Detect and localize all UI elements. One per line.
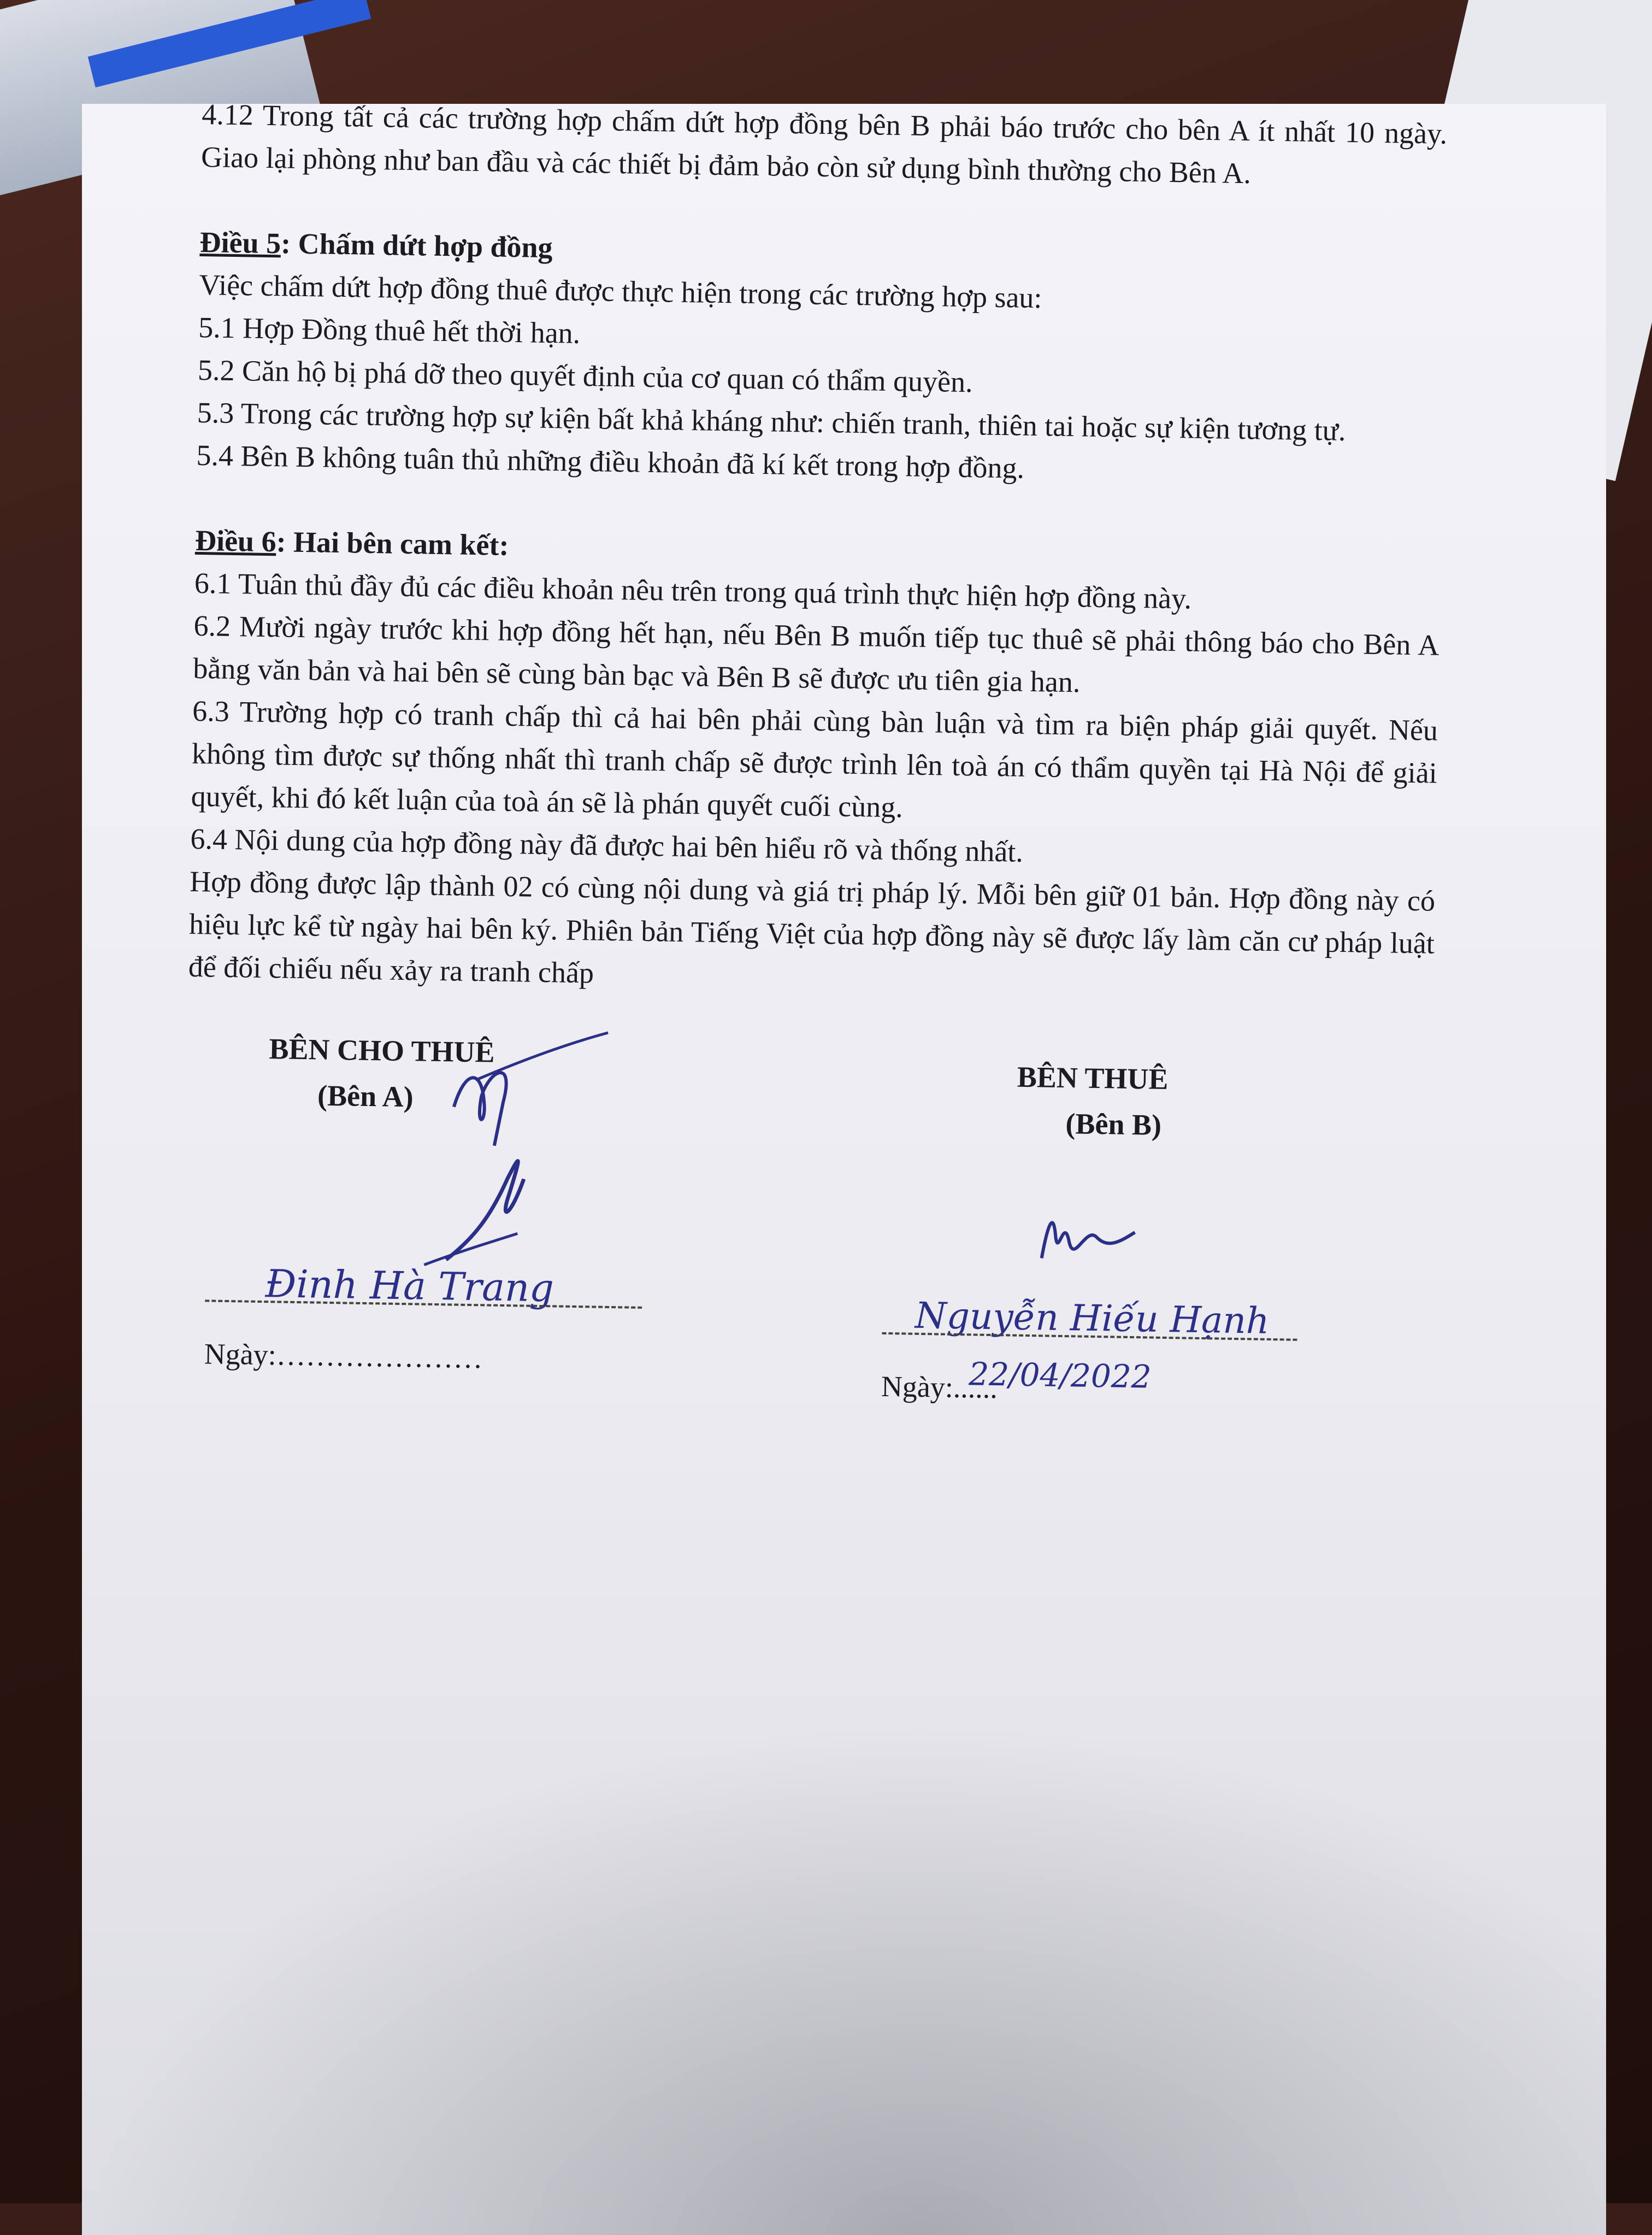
article-5-item: 5.3 Trong các trường hợp sự kiện bất khả kháng như: chiến tranh, thiên tai hoặc sự kiện tương tự. bbox=[197, 396, 1346, 447]
contract-text bbox=[181, 93, 1448, 1439]
party-b-title: BÊN THUÊ bbox=[1017, 1060, 1169, 1096]
article-5-item: 5.2 Căn hộ bị phá dỡ theo quyết định của cơ quan có thẩm quyền. bbox=[197, 353, 974, 399]
party-a-signature bbox=[440, 1036, 619, 1268]
photo-shadow bbox=[82, 1721, 1606, 2235]
article-6-title: : Hai bên cam kết: bbox=[276, 525, 509, 562]
party-a-subtitle: (Bên A) bbox=[317, 1079, 414, 1114]
article-6-item: 6.2 Mười ngày trước khi hợp đồng hết hạn, nếu Bên B muốn tiếp tục thuê sẽ phải thông báo cho Bên A bằng văn bản và hai bên sẽ cùng bàn bạc và Bên B sẽ được ưu tiên gia hạn. bbox=[192, 609, 1439, 699]
article-6-label: Điều 6 bbox=[194, 524, 277, 558]
signature-block bbox=[181, 1026, 1433, 1439]
article-6-item: 6.3 Trường hợp có tranh chấp thì cả hai bên phải cùng bàn luận và tìm ra biện pháp giải quyết. Nếu không tìm được sự thống nhất thì tranh chấp sẽ được trình lên toà án có thẩm quyền tại Hà Nội để giải quyết, khi đó kết luận của toà án sẽ là phán quyết cuối cùng. bbox=[191, 694, 1438, 824]
party-b-handwritten-date: 22/04/2022 bbox=[968, 1355, 1152, 1396]
party-b-date: Ngày:...... bbox=[881, 1369, 998, 1405]
article-6-item: 6.1 Tuân thủ đầy đủ các điều khoản nêu trên trong quá trình thực hiện hợp đồng này. bbox=[194, 566, 1192, 615]
article-6-item: 6.4 Nội dung của hợp đồng này đã được hai bên hiểu rõ và thống nhất. bbox=[190, 822, 1024, 868]
article-6-closing: Hợp đồng được lập thành 02 có cùng nội dung và giá trị pháp lý. Mỗi bên giữ 01 bản. Hợp đồng này có hiệu lực kể từ ngày hai bên ký. Phiên bản Tiếng Việt của hợp đồng này sẽ được lấy làm căn cư pháp luật để đối chiếu nếu xảy ra tranh chấp bbox=[188, 864, 1436, 990]
party-a-date: Ngày:………………… bbox=[204, 1337, 483, 1375]
party-b-subtitle: (Bên B) bbox=[1065, 1107, 1162, 1142]
party-b-signature bbox=[1036, 1203, 1146, 1271]
clause-4-12: 4.12 Trong tất cả các trường hợp chấm dứt hợp đồng bên B phải báo trước cho bên A ít nhất 10 ngày. Giao lại phòng như ban đầu và các thiết bị đảm bảo còn sử dụng bình thường cho Bên A. bbox=[200, 97, 1448, 190]
article-5-item: 5.4 Bên B không tuân thủ những điều khoản đã kí kết trong hợp đồng. bbox=[196, 438, 1025, 485]
article-5-title: : Chấm dứt hợp đồng bbox=[280, 227, 553, 264]
article-5-item: 5.1 Hợp Đồng thuê hết thời hạn. bbox=[198, 310, 581, 350]
article-5-label: Điều 5 bbox=[199, 225, 281, 260]
party-a-title: BÊN CHO THUÊ bbox=[269, 1032, 495, 1069]
party-b-handwritten-name: Nguyễn Hiếu Hạnh bbox=[914, 1294, 1270, 1342]
party-a-handwritten-name: Đinh Hà Trang bbox=[265, 1261, 554, 1311]
article-5-intro: Việc chấm dứt hợp đồng thuê được thực hiện trong các trường hợp sau: bbox=[199, 268, 1042, 315]
